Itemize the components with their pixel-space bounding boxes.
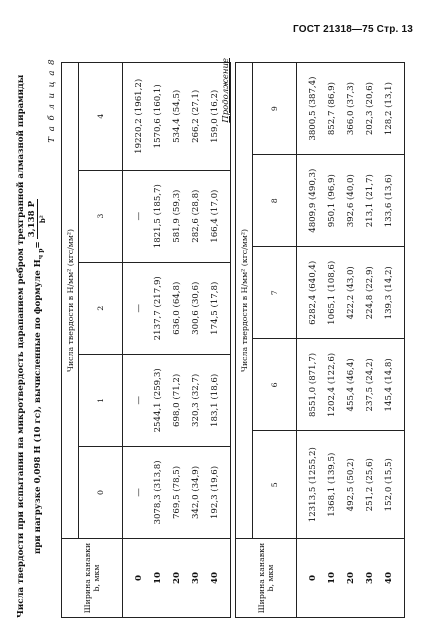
value-cell: 19220,2 (1961,2)	[123, 63, 149, 171]
formula-subscript: ч р	[37, 248, 45, 260]
width-column-header: Ширина канавки b, мкм	[236, 539, 297, 618]
width-cell: 10	[322, 539, 341, 618]
column-header: 3	[79, 170, 123, 262]
table-row	[322, 63, 341, 618]
value-cell: 202,3 (20,6)	[360, 63, 379, 155]
formula-denominator: b²	[37, 215, 47, 224]
column-header: 4	[79, 63, 123, 171]
value-cell: 1202,4 (122,6)	[322, 339, 341, 431]
caption-line-2	[28, 63, 48, 618]
table-row	[148, 63, 167, 618]
value-cell: 1368,1 (139,5)	[322, 431, 341, 539]
value-cell: 192,3 (19,6)	[205, 446, 231, 538]
value-cell: 2137,7 (217,9)	[148, 262, 167, 354]
value-cell: 3078,3 (313,8)	[148, 446, 167, 538]
column-header: 1	[79, 354, 123, 446]
width-cell: 10	[148, 539, 167, 618]
column-header: 8	[253, 155, 297, 247]
table-caption	[15, 63, 48, 618]
table-row	[360, 63, 379, 618]
value-cell: 1065,1 (108,6)	[322, 247, 341, 339]
value-cell: 12313,5 (1255,2)	[297, 431, 323, 539]
value-cell: —	[123, 170, 149, 262]
value-cell: 166,4 (17,0)	[205, 170, 231, 262]
value-cell: —	[123, 446, 149, 538]
table-row	[123, 63, 149, 618]
value-cell: 139,3 (14,2)	[379, 247, 405, 339]
width-cell: 30	[186, 539, 205, 618]
width-cell: 40	[205, 539, 231, 618]
value-cell: 266,2 (27,1)	[186, 63, 205, 171]
value-cell: 1570,6 (160,1)	[148, 63, 167, 171]
caption-text: при нагрузке 0,098 Н (10 гс), вычисленные по формуле H	[32, 259, 43, 554]
value-cell: 282,6 (28,8)	[186, 170, 205, 262]
value-cell: 145,4 (14,8)	[379, 339, 405, 431]
value-cell: 1821,5 (185,7)	[148, 170, 167, 262]
group-header: Числа твердости в Н/мм² (кгс/мм²)	[236, 63, 253, 539]
table-row	[205, 63, 231, 618]
value-cell: 237,5 (24,2)	[360, 339, 379, 431]
formula-equals: =	[32, 241, 43, 249]
value-cell: 852,7 (86,9)	[322, 63, 341, 155]
table-row	[379, 63, 405, 618]
value-cell: 300,6 (30,6)	[186, 262, 205, 354]
width-cell: 20	[341, 539, 360, 618]
rotated-page	[13, 50, 408, 620]
value-cell: 342,0 (34,9)	[186, 446, 205, 538]
value-cell: 213,1 (21,7)	[360, 155, 379, 247]
value-cell: 698,0 (71,2)	[167, 354, 186, 446]
value-cell: 174,5 (17,8)	[205, 262, 231, 354]
column-header: 5	[253, 431, 297, 539]
value-cell: 534,4 (54,5)	[167, 63, 186, 171]
formula-numerator: 3,138 P	[26, 200, 37, 238]
value-cell: 4809,9 (490,3)	[297, 155, 323, 247]
value-cell: —	[123, 354, 149, 446]
width-cell: 0	[123, 539, 149, 618]
value-cell: 2544,1 (259,3)	[148, 354, 167, 446]
page-header: ГОСТ 21318—75 Стр. 13	[293, 24, 413, 35]
group-header: Числа твердости в Н/мм² (кгс/мм²)	[62, 63, 79, 539]
table-row	[297, 63, 323, 618]
value-cell: 492,5 (50,2)	[341, 431, 360, 539]
continuation-label: Продолжение	[221, 58, 231, 123]
value-cell: 128,2 (13,1)	[379, 63, 405, 155]
value-cell: 224,8 (22,9)	[360, 247, 379, 339]
value-cell: 3800,5 (387,4)	[297, 63, 323, 155]
width-cell: 40	[379, 539, 405, 618]
width-cell: 30	[360, 539, 379, 618]
value-cell: 769,5 (78,5)	[167, 446, 186, 538]
value-cell: 636,0 (64,8)	[167, 262, 186, 354]
column-header: 0	[79, 446, 123, 538]
table-row	[167, 63, 186, 618]
table-number: Т а б л и ц а 8	[47, 58, 57, 143]
value-cell: 152,0 (15,5)	[379, 431, 405, 539]
value-cell: 422,2 (43,0)	[341, 247, 360, 339]
value-cell: 392,6 (40,0)	[341, 155, 360, 247]
width-column-header: Ширина канавки b, мкм	[62, 539, 123, 618]
value-cell: 8551,0 (871,7)	[297, 339, 323, 431]
value-cell: 366,0 (37,3)	[341, 63, 360, 155]
value-cell: 183,1 (18,6)	[205, 354, 231, 446]
value-cell: 455,4 (46,4)	[341, 339, 360, 431]
value-cell: 950,1 (96,9)	[322, 155, 341, 247]
width-cell: 20	[167, 539, 186, 618]
column-header: 2	[79, 262, 123, 354]
value-cell: 320,3 (32,7)	[186, 354, 205, 446]
value-cell: 6282,4 (640,4)	[297, 247, 323, 339]
value-cell: 581,9 (59,3)	[167, 170, 186, 262]
hardness-table-2	[235, 62, 405, 618]
caption-line-1: Числа твердости при испытании на микротвердость царапанием ребром трехгранной алмазной пирамиды	[16, 74, 26, 618]
hardness-table-1	[61, 62, 231, 618]
column-header: 9	[253, 63, 297, 155]
column-header: 6	[253, 339, 297, 431]
formula-fraction	[28, 199, 47, 239]
value-cell: —	[123, 262, 149, 354]
table-row	[341, 63, 360, 618]
value-cell: 133,6 (13,6)	[379, 155, 405, 247]
value-cell: 159,0 (16,2)	[205, 63, 231, 171]
column-header: 7	[253, 247, 297, 339]
value-cell: 251,2 (25,6)	[360, 431, 379, 539]
width-cell: 0	[297, 539, 323, 618]
table-row	[186, 63, 205, 618]
